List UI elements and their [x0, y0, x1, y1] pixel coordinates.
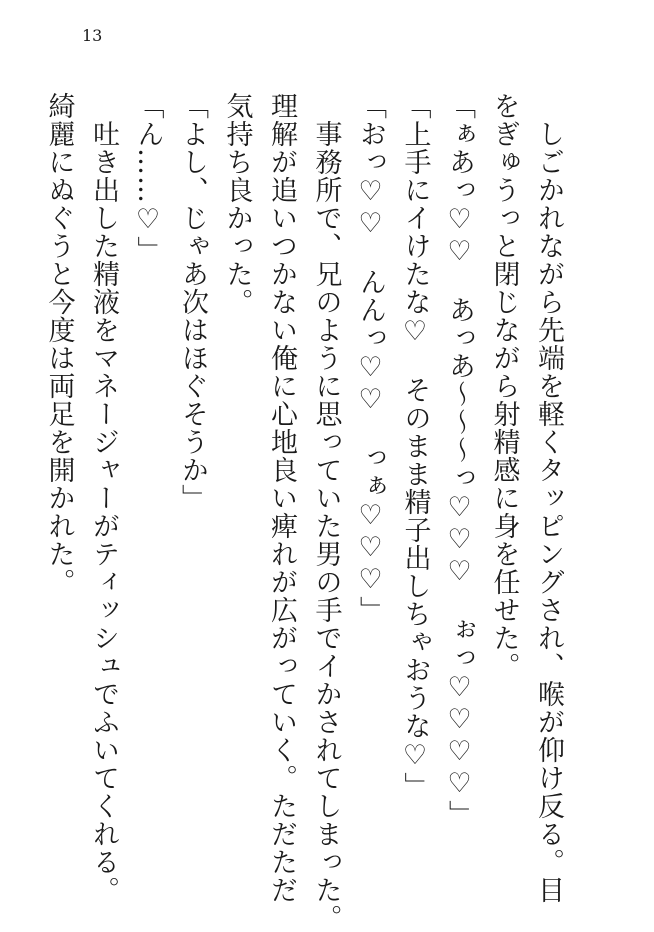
text-line: しごかれながら先端を軽くタッピングされ、喉が仰け反る。目: [533, 92, 564, 904]
text-line: 「おっ♡♡ んんっ♡♡ っぁ♡♡♡」: [355, 92, 386, 624]
text-line: 「ん……♡」: [132, 92, 164, 264]
text-line: 「よし、じゃあ次はほぐそうか」: [177, 92, 208, 512]
page-number: 13: [82, 26, 103, 45]
text-line: 吐き出した精液をマネージャーがティッシュでふいてくれる。: [88, 92, 119, 904]
text-line: 「ぁあっ♡♡ あっあ～～～っ♡♡♡ ぉっ♡♡♡♡」: [444, 92, 475, 828]
text-line: 事務所で、兄のように思っていた男の手でイかされてしまった。: [310, 92, 342, 932]
text-line: 綺麗にぬぐうと今度は両足を開かれた。: [43, 92, 75, 596]
text-line: 「上手にイけたな♡ そのまま精子出しちゃおうな♡」: [399, 92, 431, 800]
text-line: 気持ち良かった。: [221, 92, 253, 316]
text-line: 理解が追いつかない俺に心地良い痺れが広がっていく。ただただ: [266, 92, 297, 904]
vertical-text-body: [36, 92, 570, 932]
text-line: をぎゅうっと閉じながら射精感に身を任せた。: [488, 92, 520, 680]
